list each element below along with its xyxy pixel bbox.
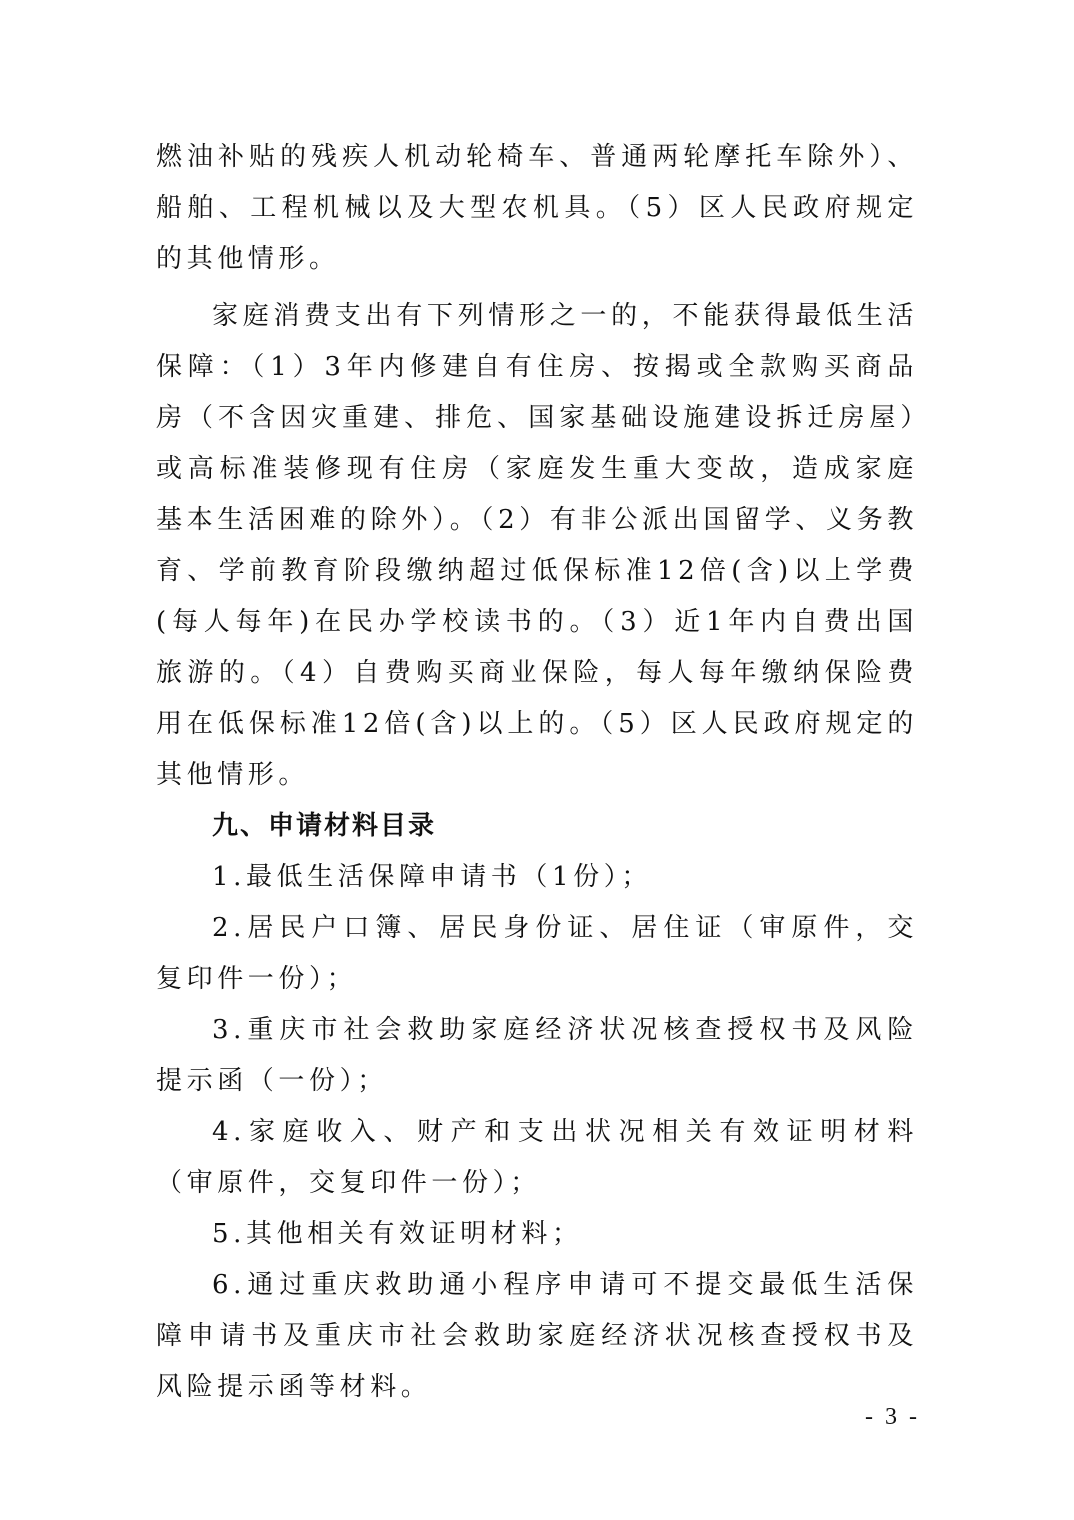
list-item: 6.通过重庆救助通小程序申请可不提交最低生活保障申请书及重庆市社会救助家庭经济状况核查授权书及风险提示函等材料。 [156,1270,918,1402]
list-item: 4.家庭收入、财产和支出状况相关有效证明材料（审原件，交复印件一份）； [156,1117,918,1198]
list-item: 5.其他相关有效证明材料； [212,1219,583,1249]
page-number: - 3 - [865,1404,920,1430]
paragraph-consumption-expenditure: 家庭消费支出有下列情形之一的，不能获得最低生活保障：（1）3年内修建自有住房、按揭或全款购买商品房（不含因灾重建、排危、国家基础设施建设拆迁房屋）或高标准装修现有住房（家庭发生重大变故，造成家庭基本生活困难的除外）。（2）有非公派出国留学、义务教育、学前教育阶段缴纳超过低保标准12倍(含)以上学费(每人每年)在民办学校读书的。（3）近1年内自费出国旅游的。（4）自费购买商业保险，每人每年缴纳保险费用在低保标准12倍(含)以上的。（5）区人民政府规定的其他情形。 [156,301,918,790]
list-item: 2.居民户口簿、居民身份证、居住证（审原件，交复印件一份）； [156,913,918,994]
paragraph-continuation: 燃油补贴的残疾人机动轮椅车、普通两轮摩托车除外）、船舶、工程机械以及大型农机具。（5）区人民政府规定的其他情形。 [156,142,918,274]
list-item: 3.重庆市社会救助家庭经济状况核查授权书及风险提示函（一份）； [156,1015,918,1096]
document-body [156,132,918,1413]
list-item: 1.最低生活保障申请书（1份）； [212,862,652,892]
section-heading: 九、申请材料目录 [212,811,437,841]
